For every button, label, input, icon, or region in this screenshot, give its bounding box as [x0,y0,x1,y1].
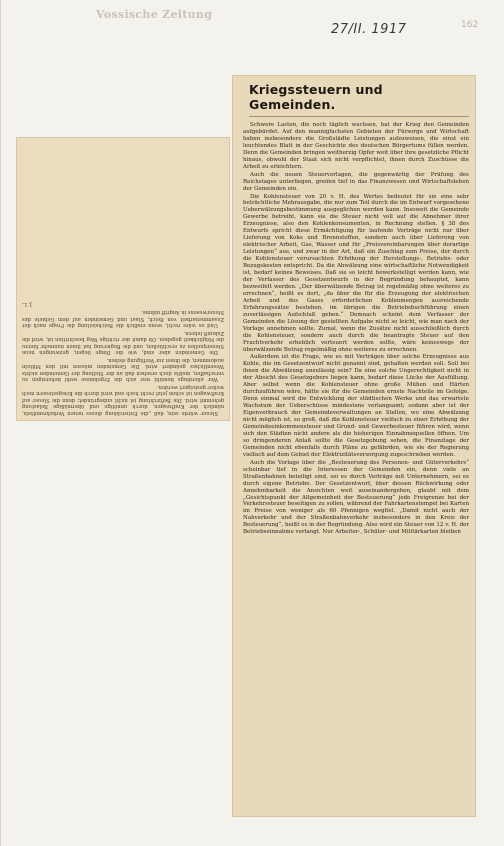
left-clipping-text [17,138,229,420]
handwritten-date: 27/II. 1917 [331,22,407,37]
left-paragraph: Steuer würde sein, daß „die Entwicklung dieses neuen Verkehrsmittels, nämlich der Kraftwagen, durch unnötige und übermäßige Belastung gehemmt wird. Die Befürchtung ist nicht unbegründet; denn die Steuer auf Kraftwagen ist schon jetzt recht hoch und wird durch die Kriegssteuern noch weiter gesteigert werden. [22,384,224,416]
archive-number: 162 [461,20,479,30]
article-paragraph: Auch die Vorlage über die „Besteuerung des Personen- und Güterverkehrs“ scheinbar tief in die Interessen der Gemeinden ein, denn viele an Straßenbahnen beteiligt sind, sei es durch Verträge mit Unternehmern, sei es durch eigene Betriebe. Der Gesetzentwurf, über dessen Rückwirkung oder Annehmbarkeit die Ansichten weit auseinandergehen, glaubt mit dem „Gesichtspunkt der Allgemeinheit der Besteuerung“ jede Freigrenze bei der Verkehrssteuer beseitigen zu sollen, während der Fahrkartenstempel bei Karten im Preise von weniger als 60 Pfennigen wegfiel. „Damit nicht auch der Nahverkehr und der Straßenbahnverkehr insbesondere in den Kreis der Besteuerung“, heißt es in der Begründung. Also wird ein Steuer von 12 v. H. der Betriebseinnahme verlangt. Nur Arbeiter-, Schüler- und Militärkarten bleiben [243,459,469,536]
article-headline: Kriegssteuern und Gemeinden. [249,82,469,117]
left-clipping [17,138,229,420]
left-signature: J. L. [22,301,32,307]
article-paragraph: Die Kohlensteuer von 20 v. H. des Wertes bedeutet für sie eine sehr beträchtliche Mehrausgabe, die nur zum Teil durch die im Entwurf vorgesehene Ueberwälzungsbestimmung ausgeglichen werden kann. Insoweit die Gemeinde Gewerbe betreibt, kann sie die Steuer nicht voll auf die Abnehmer ihrer Erzeugnisse, also den Kohlenkonsumenten, in Rechnung stellen. § 38 des Entwurfs spricht diese Ermächtigung für laufende Verträge nicht nur über Lieferung von Koks und Brennstoffen, sondern auch über Lieferung von elektrischer Arbeit, Gas, Wasser und für „Preisvereinbarungen über derartige Leistungen“ aus, und zwar in der Art, daß ein Zuschlag zum Preise, der durch die Kohlensteuer verursachten Erhöhung der Herstellungs-, Betriebs- oder Bezugskosten entspricht. Da die Abwälzung eine wirtschaftliche Notwendigkeit ist, bedarf keines Beweises. Daß sie so leicht bewerkstelligt werden kann, wie der Verfasser des Gesetzentwurfs in der Begründung behauptet, kann bezweifelt werden. „Der überwälzende Betrag ist regelmäßig ohne weiteres zu errechnen“, heißt es dort, „da über die für die Erzeugung der elektrischen Arbeit und des Gases erforderlichen Kohlenmengen ausreichende Erfahrungssätze bestehen, im übrigen die Betriebsbuchführung einen zuverlässigen Aufschluß geben.“ Demnach scheint dem Verfasser der Gemeinden die Lösung der gestellten Aufgabe nicht so leicht, wie man nach der Vorlage annehmen sollte. Zumal, wenn die Zusätze nicht ausschließlich durch die Kohlensteuer, sondern auch durch die beantragte Steuer auf den Frachtverkehr erheblich verteuert werden sollte, wäre keineswegs der überwälzende Betrag regelmäßig ohne weiteres zu errechnen. [243,193,469,353]
right-clipping-content [233,76,475,816]
masthead-stamp: Vossische Zeitung [96,8,213,21]
article-body [243,122,469,536]
left-paragraph: Wer allerdings bemüht war sich die Ergebnisse wohl beherzigen zu verschaffen, mußte doch ersehen daß an der Stellung der Gemeinden nichts Wesentliches geändert wird. Die Gemeinden müssen mit den Mitteln auskommen, die ihnen zur Verfügung stehen. [22,357,224,383]
article-paragraph: Auch die neuen Steuervorlagen, die gegenwärtig der Prüfung des Reichstages unterliegen, greifen tief in das Finanzwesen und Wirtschaftsleben der Gemeinden ein. [243,171,469,192]
right-clipping [233,76,475,816]
article-paragraph: Außerdem ist die Frage, wie es mit Verträgen über solche Erzeugnisse aus Kohle, die im Gesetzentwurf nicht genannt sind, gehalten werden soll. Soll bei ihnen die Abwälzung unzulässig sein? Da eine solche Ungerechtigkeit nicht in der Absicht des Gesetzgebers liegen kann, bedarf diese Lücke der Ausfüllung. Aber selbst wenn die Kohlensteuer ohne große Mühen und Härten durchzuführen wäre, hätte sie für die Gemeinden ernste Nachteile im Gefolge. Denn einmal wird die Entwicklung der städtischen Werke und das erwartete Wachstum der Ueberschüsse mindestens verlangsamt; sodann aber ist der Eigenverbrauch der Gemeindeverwaltungen an Stellen, wo eine Abwälzung nicht möglich ist, so groß, daß die Kohlensteuer vielfach zu einer Erhöhung der Gemeindeeinkommensteuer und Grund- und Gewerbesteuer führen wird, wenn sich den Städten nicht andere als die bisherigen Einnahmequellen öffnen. Um so dringenderen Anlaß sollte die Gesetzgebung sehen, die Finanzlage der Gemeinden nicht ebenfalls durch Pläne zu gefährden, wie sie der Regierung vielfach auf dem Gebiet der Elektrizitätsversorgung zugeschrieben werden. [243,354,469,458]
article-paragraph: Schwere Lasten, die noch täglich wachsen, hat der Krieg den Gemeinden aufgebürdet. Auf den mannigfachsten Gebieten der Fürsorge und Wirtschaft haben insbesondere die Großstädte Leistungen aufzuweisen, die einst ein leuchtendes Blatt in der Geschichte des deutschen Bürgertums füllen werden. Denn die Gemeinden bringen weitherzig Opfer weit über ihre gesetzliche Pflicht hinaus, obwohl der Staat sich nicht verpflichtet, ihnen durch Zuschüsse die Arbeit zu erleichtern. [243,122,469,170]
left-paragraph: Die Gemeinden aber sind, wie die Dinge liegen, gezwungen neue Steuerquellen zu erschließen, und die Regierung hat ihnen nunmehr hierzu die Möglichkeit gegeben. Ob damit der richtige Weg beschritten ist, wird die Zukunft lehren. [22,330,224,356]
left-paragraph: Und es wäre recht, wenn endlich die Reichsleitung die Frage nach der Zusammenarbeit von Reich, Staat und Gemeinden auf dem Gebiete des Steuerwesens in Angriff nähme. [22,309,224,329]
